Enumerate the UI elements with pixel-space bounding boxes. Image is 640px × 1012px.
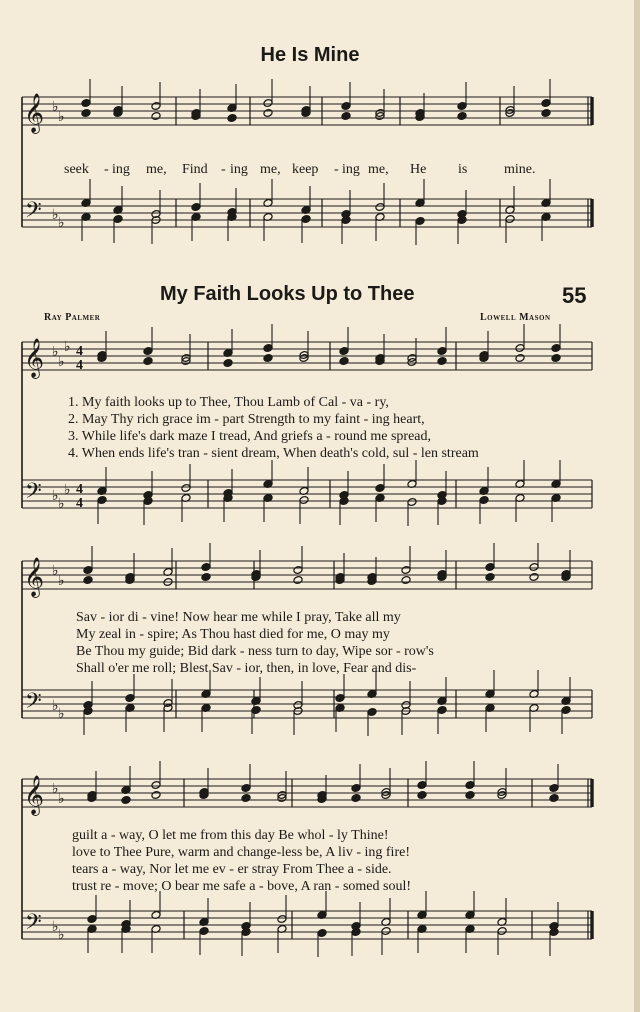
flat-icon: ♭ [58,496,65,512]
time-signature: 4 [76,358,83,373]
flat-icon: ♭ [52,99,59,115]
note-head [341,112,351,121]
flat-icon: ♭ [52,698,59,714]
hymn-number: 55 [562,283,587,308]
flat-icon: ♭ [52,919,59,935]
note-head [263,109,273,118]
bass-clef-icon: 𝄢 [25,910,42,940]
lyric-syllable: me, [146,162,167,177]
lyric-syllable: me, [368,162,389,177]
note-head [263,354,273,363]
flat-icon: ♭ [58,354,65,370]
hymn-author: Ray Palmer [44,312,101,323]
flat-icon: ♭ [58,573,65,589]
system-2-lyrics [76,609,434,677]
flat-icon: ♭ [58,109,65,125]
verse-2-line: My zeal in - spire; As Thou hast died for me, O may my [76,627,390,642]
flat-icon: ♭ [52,781,59,797]
verse-4-line: 4. When ends life's tran - sient dream, When death's cold, sul - len stream [68,446,479,461]
note-head [529,573,539,582]
lyric-syllable: ing [112,162,130,177]
bass-clef-icon: 𝄢 [25,689,42,719]
note-head [121,796,131,805]
treble-clef-icon: 𝄞 [24,93,45,133]
flat-icon: ♭ [58,927,65,943]
note-head [465,791,475,800]
verse-2-line: 2. May Thy rich grace im - part Strength to my faint - ing heart, [68,412,425,427]
treble-clef-icon: 𝄞 [24,338,45,378]
flat-icon: ♭ [64,482,71,498]
note-head [549,794,559,803]
lyric-syllable: He [410,162,427,177]
lyric-syllable: is [458,162,468,177]
flat-icon: ♭ [64,339,71,355]
note-head [151,112,161,121]
note-head [401,576,411,585]
note-head [83,576,93,585]
flat-icon: ♭ [52,488,59,504]
note-head [551,354,561,363]
time-signature: 4 [76,496,83,511]
note-head [351,794,361,803]
verse-3-line: 3. While life's dark maze I tread, And griefs a - round me spread, [68,429,432,444]
lyric-syllable: ing [342,162,360,177]
flat-icon: ♭ [52,207,59,223]
note-head [293,576,303,585]
note-head [223,359,233,368]
flat-icon: ♭ [58,791,65,807]
flat-icon: ♭ [52,563,59,579]
note-head [151,791,161,800]
note-head [485,573,495,582]
verse-4-line: Shall o'er me roll; Blest Sav - ior, then, in love, Fear and dis- [76,661,417,676]
lyric-syllable: seek [64,162,89,177]
lyric-syllable: mine. [504,162,536,177]
time-signature: 4 [76,482,83,497]
hymn-composer: Lowell Mason [480,312,551,323]
verse-1-line: 1. My faith looks up to Thee, Thou Lamb of Cal - va - ry, [68,395,389,410]
system-1-lyrics [68,394,479,462]
lyric-syllable: - [104,162,109,177]
verse-2-line: love to Thee Pure, warm and change-less be, A liv - ing fire! [72,845,410,860]
note-head [457,112,467,121]
verse-4-line: trust re - move; O bear me safe a - bove, A ran - somed soul! [72,879,412,894]
bass-clef-icon: 𝄢 [25,198,42,228]
lyric-syllable: - [221,162,226,177]
lyric-syllable: keep [292,162,319,177]
lyric-syllable: ing [230,162,248,177]
lyric-syllable: - [334,162,339,177]
note-head [81,109,91,118]
note-head [201,573,211,582]
flat-icon: ♭ [58,706,65,722]
note-head [541,109,551,118]
verse-3-line: tears a - way, Nor let me ev - er stray From Thee a - side. [72,862,392,877]
time-signature: 4 [76,344,83,359]
bass-clef-icon: 𝄢 [25,479,42,509]
note-head [417,791,427,800]
note-head [143,357,153,366]
lyric-syllable: me, [260,162,281,177]
flat-icon: ♭ [52,344,59,360]
hymn-title: My Faith Looks Up to Thee [160,283,415,305]
treble-clef-icon: 𝄞 [24,775,45,815]
verse-1-line: guilt a - way, O let me from this day Be whol - ly Thine! [72,828,389,843]
treble-clef-icon: 𝄞 [24,557,45,597]
note-head [515,354,525,363]
note-head [227,114,237,123]
lyric-syllable: Find [182,162,208,177]
note-head [339,357,349,366]
prev-hymn-title: He Is Mine [260,44,360,66]
verse-3-line: Be Thou my guide; Bid dark - ness turn to day, Wipe sor - row's [76,644,434,659]
verse-1-line: Sav - ior di - vine! Now hear me while I pray, Take all my [76,610,401,625]
flat-icon: ♭ [58,215,65,231]
system-3-lyrics [72,827,411,895]
note-head [437,357,447,366]
note-head [241,794,251,803]
